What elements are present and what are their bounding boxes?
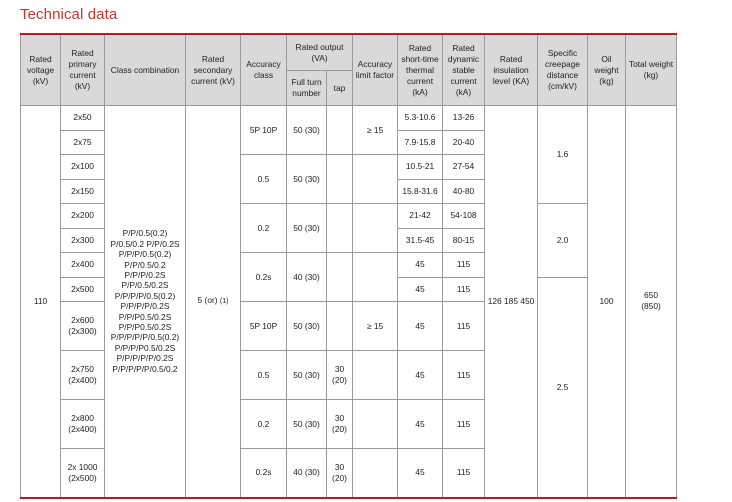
full-turn-cell: 40 (30) <box>287 253 327 302</box>
full-turn-cell: 40 (30) <box>287 449 327 498</box>
primary-current-cell: 2x800 (2x400) <box>61 400 105 449</box>
primary-current-cell: 2x600 (2x300) <box>61 302 105 351</box>
creepage-cell: 2.5 <box>538 277 588 498</box>
dynamic-cell: 115 <box>443 277 485 302</box>
full-turn-cell: 50 (30) <box>287 106 327 155</box>
alf-cell <box>353 204 398 253</box>
technical-data-table <box>20 33 677 499</box>
full-turn-cell: 50 (30) <box>287 155 327 204</box>
header-tap: tap <box>327 71 353 106</box>
accuracy-class-cell: 0.5 <box>241 351 287 400</box>
tap-cell <box>327 106 353 155</box>
thermal-cell: 45 <box>398 400 443 449</box>
creepage-cell: 1.6 <box>538 106 588 204</box>
primary-current-cell: 2x750 (2x400) <box>61 351 105 400</box>
accuracy-class-cell: 0.2 <box>241 400 287 449</box>
tap-cell <box>327 302 353 351</box>
full-turn-cell: 50 (30) <box>287 204 327 253</box>
thermal-cell: 10.5-21 <box>398 155 443 180</box>
primary-current-cell: 2x100 <box>61 155 105 180</box>
primary-current-cell: 2x75 <box>61 130 105 155</box>
header-dynamic-current: Rated dynamic stable current (kA) <box>443 34 485 106</box>
total-weight-value: 650 <box>644 290 658 301</box>
thermal-cell: 7.9-15.8 <box>398 130 443 155</box>
primary-current-cell: 2x50 <box>61 106 105 131</box>
dynamic-cell: 20-40 <box>443 130 485 155</box>
primary-current-cell: 2x150 <box>61 179 105 204</box>
header-full-turn-number: Full turn number <box>287 71 327 106</box>
accuracy-class-cell: 0.5 <box>241 155 287 204</box>
thermal-cell: 31.5-45 <box>398 228 443 253</box>
accuracy-class-cell: 5P 10P <box>241 302 287 351</box>
alf-cell <box>353 253 398 302</box>
alf-cell <box>353 155 398 204</box>
tap-cell: 30 (20) <box>327 400 353 449</box>
primary-current-cell: 2x500 <box>61 277 105 302</box>
alf-cell <box>353 351 398 400</box>
dynamic-cell: 115 <box>443 449 485 498</box>
thermal-cell: 45 <box>398 449 443 498</box>
secondary-current-cell <box>186 106 241 498</box>
header-creepage-distance: Specific creepage distance (cm/kV) <box>538 34 588 106</box>
primary-current-cell: 2x400 <box>61 253 105 278</box>
thermal-cell: 45 <box>398 302 443 351</box>
header-oil-weight: Oil weight (kg) <box>588 34 626 106</box>
thermal-cell: 21-42 <box>398 204 443 229</box>
creepage-cell: 2.0 <box>538 204 588 278</box>
accuracy-class-cell: 0.2s <box>241 449 287 498</box>
rated-voltage-cell: 110 <box>21 106 61 498</box>
full-turn-cell: 50 (30) <box>287 302 327 351</box>
accuracy-class-cell: 5P 10P <box>241 106 287 155</box>
tap-cell <box>327 204 353 253</box>
header-thermal-current: Rated short-time thermal current (kA) <box>398 34 443 106</box>
thermal-cell: 45 <box>398 351 443 400</box>
header-accuracy-limit-factor: Accuracy limit factor <box>353 34 398 106</box>
accuracy-class-cell: 0.2 <box>241 204 287 253</box>
class-combination-cell: P/P/0.5(0.2) P/0.5/0.2 P/P/0.2S P/P/P/0.5(0.2) P/P/0.5/0.2 P/P/P/0.2S P/P/0.5/0.2S P/P/P/P/0.5(0.2) P/P/P/P/0.2S P/P/P0.5/0.2S P/P/P0.5/0.2S P/P/P/P/P/0.5(0.2) P/P/P/P0.5/0.2S P/P/P/P/P/0.2S P/P/P/P/P/0.5/0.2 <box>105 106 186 498</box>
header-accuracy-class: Accuracy class <box>241 34 287 106</box>
header-rated-voltage: Rated voltage (kV) <box>21 34 61 106</box>
total-weight-cell <box>626 106 677 498</box>
full-turn-cell: 50 (30) <box>287 351 327 400</box>
dynamic-cell: 115 <box>443 253 485 278</box>
insulation-level-cell: 126 185 450 <box>485 106 538 498</box>
full-turn-cell: 50 (30) <box>287 400 327 449</box>
dynamic-cell: 115 <box>443 351 485 400</box>
table-row <box>21 106 677 131</box>
header-insulation-level: Rated insulation level (KA) <box>485 34 538 106</box>
primary-current-cell: 2x200 <box>61 204 105 229</box>
thermal-cell: 45 <box>398 253 443 278</box>
oil-weight-cell: 100 <box>588 106 626 498</box>
table-body <box>21 106 677 498</box>
secondary-current-note: (1) <box>219 298 229 306</box>
tap-cell: 30 (20) <box>327 351 353 400</box>
primary-current-cell: 2x 1000 (2x500) <box>61 449 105 498</box>
header-class-combination: Class combination <box>105 34 186 106</box>
dynamic-cell: 115 <box>443 400 485 449</box>
thermal-cell: 5.3-10.6 <box>398 106 443 131</box>
dynamic-cell: 27-54 <box>443 155 485 180</box>
tap-cell <box>327 155 353 204</box>
dynamic-cell: 54-108 <box>443 204 485 229</box>
alf-cell: ≥ 15 <box>353 302 398 351</box>
header-rated-secondary-current: Rated secondary current (kV) <box>186 34 241 106</box>
dynamic-cell: 115 <box>443 302 485 351</box>
header-rated-output: Rated output (VA) <box>287 34 353 71</box>
total-weight-alt: (850) <box>641 301 661 312</box>
tap-cell: 30 (20) <box>327 449 353 498</box>
tap-cell <box>327 253 353 302</box>
table-header <box>21 34 677 106</box>
header-rated-primary-current: Rated primary current (kV) <box>61 34 105 106</box>
header-total-weight: Total weight (kg) <box>626 34 677 106</box>
page-title: Technical data <box>20 6 118 23</box>
accuracy-class-cell: 0.2s <box>241 253 287 302</box>
alf-cell <box>353 449 398 498</box>
primary-current-cell: 2x300 <box>61 228 105 253</box>
thermal-cell: 15.8-31.6 <box>398 179 443 204</box>
alf-cell: ≥ 15 <box>353 106 398 155</box>
dynamic-cell: 80-15 <box>443 228 485 253</box>
dynamic-cell: 13-26 <box>443 106 485 131</box>
dynamic-cell: 40-80 <box>443 179 485 204</box>
thermal-cell: 45 <box>398 277 443 302</box>
alf-cell <box>353 400 398 449</box>
secondary-current-value: 5 (or) <box>197 295 218 306</box>
